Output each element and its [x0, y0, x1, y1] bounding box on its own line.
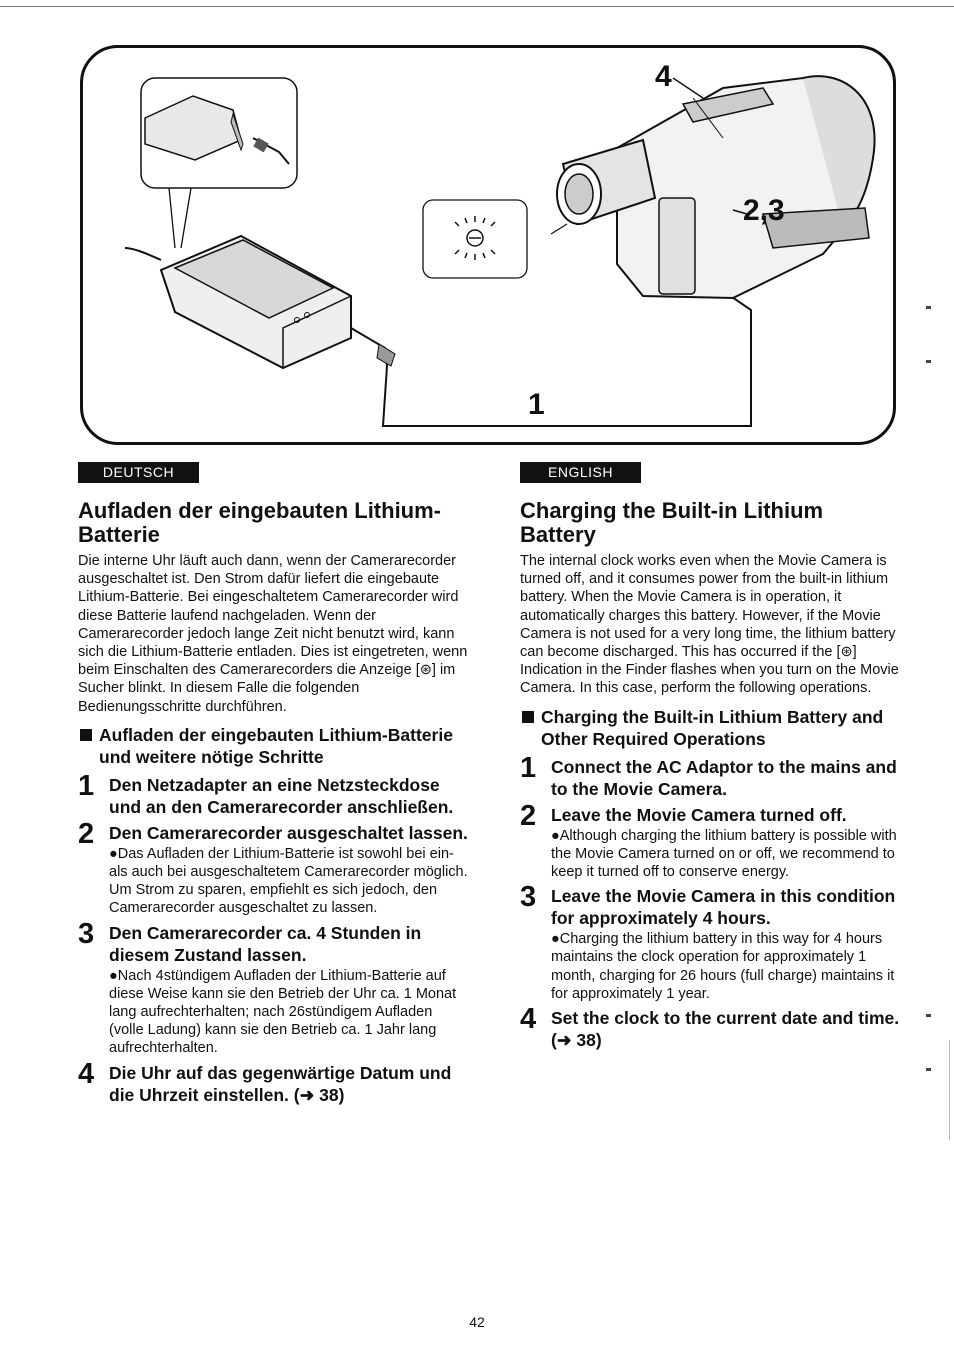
german-intro: Die interne Uhr läuft auch dann, wenn der Camerarecorder ausgeschaltet ist. Den Strom dafür liefert die eingebaute Lithium-Batterie. Bei eingeschaltetem Camerarecorder wird diese Batterie laufend nachgeladen. Wenn der Camerarecorder jedoch lange Zeit nicht benutzt wird, kann sich die Lithium-Batterie entladen. Dies ist eingetreten, wenn beim Einschalten des Camerarecorders die Anzeige [⊛] im Sucher blinkt. In diesem Falle die folgenden Bedienungsschritte durchführen.: [78, 553, 468, 715]
step-note: ●Although charging the lithium battery is possible with the Movie Camera turned on or off, we recommend to keep it turned off to conserve energy.: [551, 827, 897, 881]
top-rule: [0, 6, 954, 7]
step-number: 3: [78, 917, 95, 950]
page-number: 42: [469, 1314, 485, 1330]
charging-illustration: [80, 45, 896, 445]
english-subheading-text: Charging the Built-in Lithium Battery and Other Required Operations: [541, 706, 884, 749]
step-title: Den Camerarecorder ausgeschaltet lassen.: [109, 822, 468, 843]
margin-mark: [926, 360, 931, 363]
step-number: 2: [78, 817, 95, 850]
step-title: Die Uhr auf das gegenwärtige Datum und die Uhrzeit einstellen. (➜ 38): [109, 1062, 452, 1105]
step-number: 1: [520, 751, 537, 784]
step-number: 1: [78, 769, 95, 802]
step-title: Den Camerarecorder ca. 4 Stunden in diesem Zustand lassen.: [109, 922, 422, 965]
english-intro: The internal clock works even when the Movie Camera is turned off, and it consumes power from the built-in lithium battery. When the Movie Camera is in operation, it automatically charges this battery. However, if the Movie Camera is not used for a very long time, the lithium battery can become discharged. This has occurred if the [⊛] Indication in the Finder flashes when you turn on the Movie Camera. In this case, perform the following operations.: [520, 553, 899, 697]
german-step-2: [78, 817, 470, 918]
english-step-1: [520, 751, 900, 800]
figure-label-steps23: 2,3: [743, 194, 785, 227]
finder-display-inset: [423, 200, 527, 278]
german-step-3: [78, 917, 470, 1058]
language-tag-german: DEUTSCH: [78, 462, 199, 483]
german-step-1: [78, 769, 470, 818]
step-title: Leave the Movie Camera in this condition for approximately 4 hours.: [551, 886, 896, 929]
german-subheading-text: Aufladen der eingebauten Lithium-Batterie und weitere nötige Schritte: [99, 724, 453, 767]
step-title: Leave the Movie Camera turned off.: [551, 804, 847, 825]
language-tag-english: ENGLISH: [520, 462, 641, 483]
step-note: ●Charging the lithium battery in this way for 4 hours maintains the clock operation for approximately 1 month, charging for 26 hours (full charge) maintains it for approximately 1 year.: [551, 931, 895, 1002]
margin-mark: [926, 1068, 931, 1071]
step-number: 4: [78, 1057, 95, 1090]
german-column: [78, 462, 470, 1109]
step-note: ●Das Aufladen der Lithium-Batterie ist sowohl bei ein- als auch bei ausgeschaltetem Camerarecorder möglich. Um Strom zu sparen, empfiehlt es sich jedoch, den Camerarecorder ausgeschaltet zu lassen.: [109, 845, 468, 917]
english-step-3: [520, 881, 900, 1003]
square-bullet-icon: [522, 711, 534, 723]
english-column: [520, 462, 900, 1054]
step-title: Connect the AC Adaptor to the mains and to the Movie Camera.: [551, 756, 897, 799]
step-number: 3: [520, 881, 537, 914]
english-subheading: [520, 706, 900, 750]
step-title: Set the clock to the current date and time. (➜ 38): [551, 1008, 900, 1051]
step-number: 2: [520, 799, 537, 832]
german-subheading: [78, 724, 470, 768]
scan-edge-line: [949, 1040, 950, 1140]
step-number: 4: [520, 1003, 537, 1036]
step-note: ●Nach 4stündigem Aufladen der Lithium-Batterie auf diese Weise kann sie den Betrieb der Uhr ca. 1 Monat lang aufrechterhalten; nach 26stündigem Aufladen (volle Ladung) kann sie den Betrieb ca. 1 Jahr lang aufrechterhalten.: [109, 967, 457, 1057]
step-title: Den Netzadapter an eine Netzsteckdose und an den Camerarecorder anschließen.: [109, 774, 454, 817]
margin-mark: [926, 1014, 931, 1017]
illustration-drawing: [83, 48, 896, 445]
german-step-4: [78, 1057, 470, 1106]
english-step-4: [520, 1003, 900, 1051]
german-title: Aufladen der eingebauten Lithium-Batterie: [78, 498, 442, 547]
margin-mark: [926, 306, 931, 309]
english-title: Charging the Built-in Lithium Battery: [520, 498, 824, 547]
figure-label-step1: 1: [528, 388, 545, 421]
figure-label-step4: 4: [655, 60, 672, 93]
square-bullet-icon: [80, 729, 92, 741]
english-step-2: [520, 799, 900, 882]
